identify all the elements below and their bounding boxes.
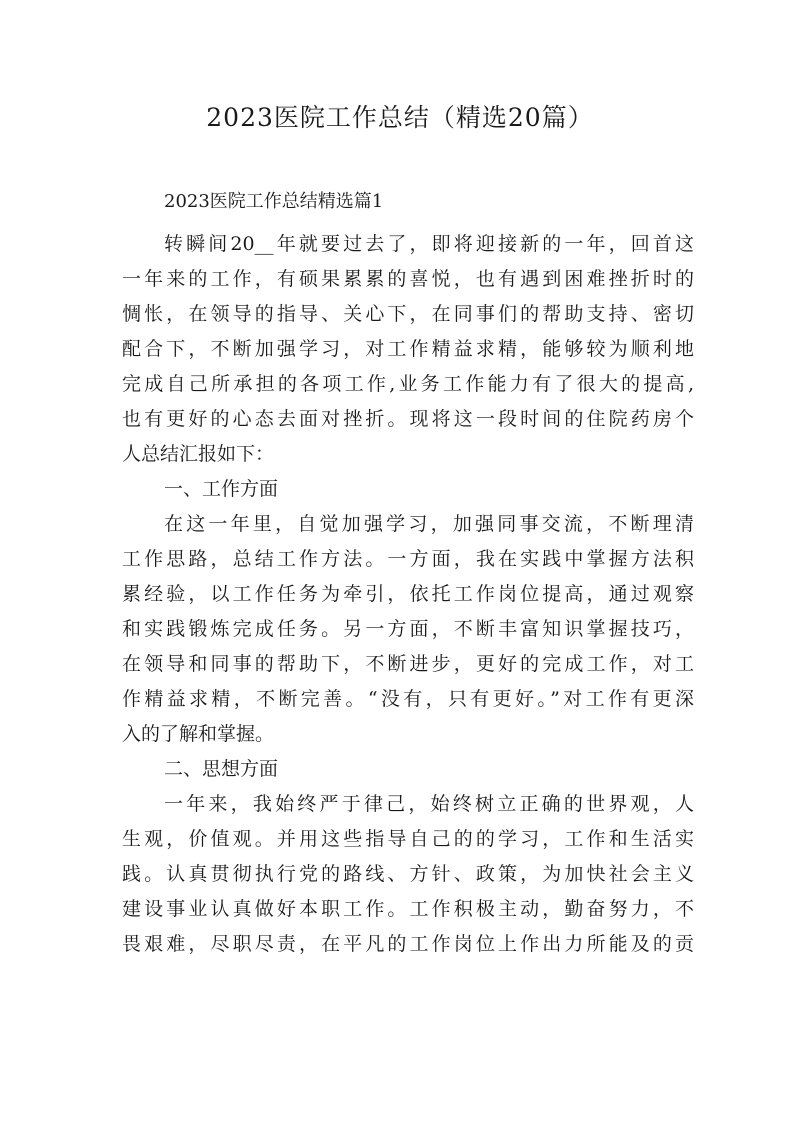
text-line: 配合下，不断加强学习，对工作精益求精，能够较为顺利地	[122, 338, 694, 360]
section-subtitle: 2023医院工作总结精选篇1	[164, 191, 384, 212]
text-line: 和实践锻炼完成任务。另一方面，不断丰富知识掌握技巧，	[122, 618, 694, 640]
text-line: 完成自己所承担的各项工作,业务工作能力有了很大的提高,	[122, 373, 694, 395]
text-line: 畏艰难，尽职尽责，在平凡的工作岗位上作出力所能及的贡	[122, 933, 694, 955]
text-line: 建设事业认真做好本职工作。工作积极主动，勤奋努力，不	[122, 898, 694, 920]
text-line: 惆怅，在领导的指导、关心下，在同事们的帮助支持、密切	[122, 303, 694, 325]
section-heading: 二、思想方面	[164, 758, 279, 780]
document-title: 2023医院工作总结（精选20篇）	[206, 103, 594, 132]
text-line: 在领导和同事的帮助下，不断进步，更好的完成工作，对工	[122, 653, 694, 675]
text-line: 一年来的工作，有硕果累累的喜悦，也有遇到困难挫折时的	[122, 268, 694, 290]
document-body	[122, 227, 694, 962]
text-line: 人总结汇报如下：	[122, 443, 275, 465]
text-line: 工作思路，总结工作方法。一方面，我在实践中掌握方法积	[122, 548, 694, 570]
section-heading: 一、工作方面	[164, 478, 279, 500]
text-line: 入的了解和掌握。	[122, 723, 275, 745]
text-line: 累经验，以工作任务为牵引，依托工作岗位提高，通过观察	[122, 583, 694, 605]
text-line: 也有更好的心态去面对挫折。现将这一段时间的住院药房个	[122, 408, 694, 430]
text-line: 一年来，我始终严于律己，始终树立正确的世界观，人	[164, 793, 694, 815]
text-line: 践。认真贯彻执行党的路线、方针、政策，为加快社会主义	[122, 863, 694, 885]
text-line: 在这一年里，自觉加强学习，加强同事交流，不断理清	[164, 513, 694, 535]
text-line: 生观，价值观。并用这些指导自己的的学习，工作和生活实	[122, 828, 694, 850]
text-line: 转瞬间20__年就要过去了，即将迎接新的一年，回首这	[164, 233, 694, 255]
text-line: 作精益求精，不断完善。“没有，只有更好。”对工作有更深	[122, 688, 694, 710]
